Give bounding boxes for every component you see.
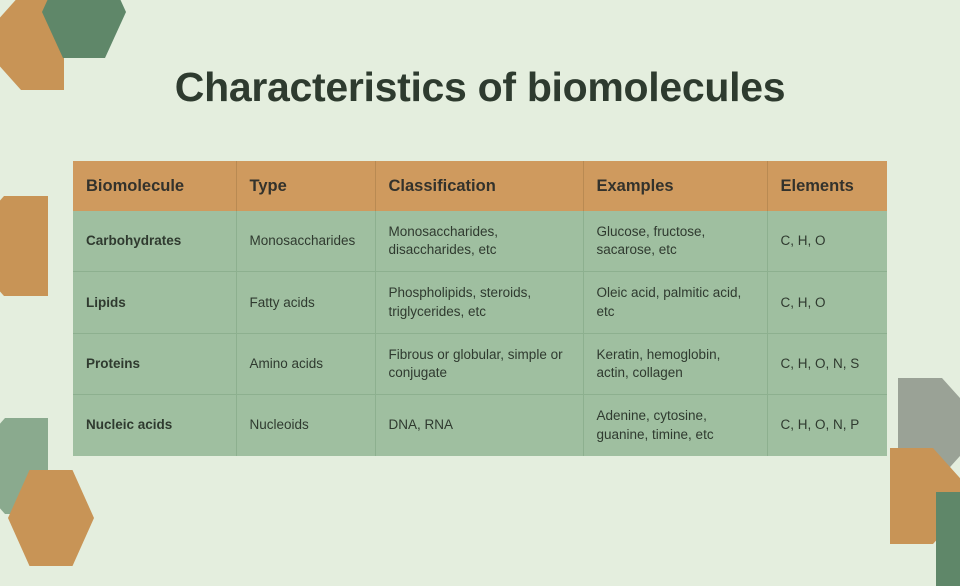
column-header-type: Type xyxy=(236,161,375,211)
hex-right-green-icon xyxy=(936,492,960,586)
column-header-elements: Elements xyxy=(767,161,887,211)
cell-biomolecule: Lipids xyxy=(73,272,236,333)
cell-type: Fatty acids xyxy=(236,272,375,333)
cell-classification: Monosaccharides, disaccharides, etc xyxy=(375,211,583,272)
cell-biomolecule: Nucleic acids xyxy=(73,395,236,456)
table-header-row xyxy=(73,161,887,211)
cell-classification: DNA, RNA xyxy=(375,395,583,456)
cell-examples: Oleic acid, palmitic acid, etc xyxy=(583,272,767,333)
cell-examples: Adenine, cytosine, guanine, timine, etc xyxy=(583,395,767,456)
cell-elements: C, H, O xyxy=(767,211,887,272)
cell-type: Nucleoids xyxy=(236,395,375,456)
cell-elements: C, H, O xyxy=(767,272,887,333)
cell-classification: Fibrous or globular, simple or conjugate xyxy=(375,333,583,394)
cell-examples: Glucose, fructose, sacarose, etc xyxy=(583,211,767,272)
cell-biomolecule: Carbohydrates xyxy=(73,211,236,272)
table-row xyxy=(73,211,887,272)
page-title: Characteristics of biomolecules xyxy=(174,64,786,110)
table-row xyxy=(73,395,887,456)
table-row xyxy=(73,333,887,394)
biomolecules-table xyxy=(73,161,887,456)
column-header-biomolecule: Biomolecule xyxy=(73,161,236,211)
cell-examples: Keratin, hemoglobin, actin, collagen xyxy=(583,333,767,394)
cell-classification: Phospholipids, steroids, triglycerides, etc xyxy=(375,272,583,333)
column-header-examples: Examples xyxy=(583,161,767,211)
cell-type: Monosaccharides xyxy=(236,211,375,272)
column-header-classification: Classification xyxy=(375,161,583,211)
cell-type: Amino acids xyxy=(236,333,375,394)
cell-elements: C, H, O, N, P xyxy=(767,395,887,456)
hex-mid-left-tan-icon xyxy=(0,196,48,296)
table-row xyxy=(73,272,887,333)
cell-biomolecule: Proteins xyxy=(73,333,236,394)
cell-elements: C, H, O, N, S xyxy=(767,333,887,394)
